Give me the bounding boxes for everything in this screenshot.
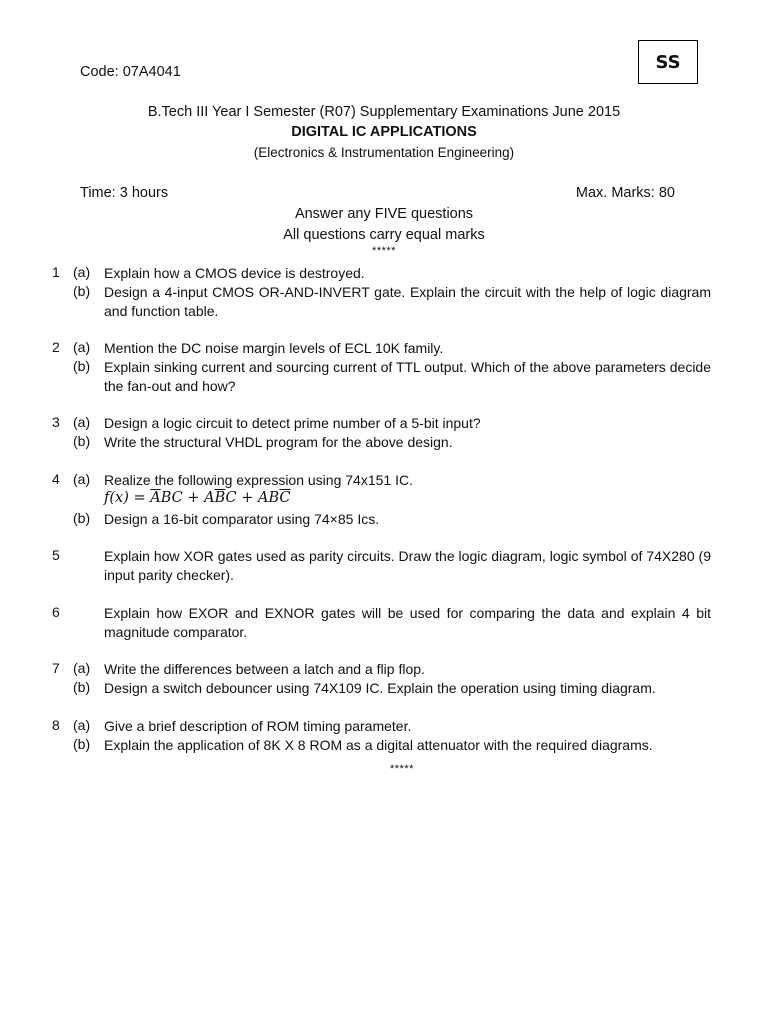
question-1b-text: Design a 4-input CMOS OR-AND-INVERT gate. Explain the circuit with the help of logic diagram and function table. bbox=[104, 284, 711, 319]
question-4a-text: Realize the following expression using 74x151 IC. bbox=[104, 472, 413, 488]
instruction-answer-five: Answer any FIVE questions bbox=[294, 206, 474, 222]
question-4b-label: (b) bbox=[73, 510, 91, 526]
question-8a-label: (a) bbox=[73, 717, 91, 733]
question-6-text: Explain how EXOR and EXNOR gates will be used for comparing the data and explain 4 bit magnitude comparator. bbox=[104, 605, 711, 640]
question-2b-text: Explain sinking current and sourcing current of TTL output. Which of the above parameters decide the fan-out and how? bbox=[104, 359, 711, 394]
question-8b-text: Explain the application of 8K X 8 ROM as a digital attenuator with the required diagrams. bbox=[104, 737, 653, 753]
question-1b-label: (b) bbox=[73, 283, 91, 299]
formula-term3-bar: $\overline{C}$ bbox=[279, 490, 291, 506]
boolean-expression bbox=[104, 490, 291, 506]
question-8a-text: Give a brief description of ROM timing parameter. bbox=[104, 718, 412, 734]
question-8-number: 8 bbox=[52, 717, 60, 733]
question-4a-label: (a) bbox=[73, 471, 91, 487]
formula-term2-rest: C + AB bbox=[225, 490, 280, 506]
set-label: SS bbox=[655, 51, 681, 73]
header-separator: ***** bbox=[372, 245, 396, 257]
question-5-text: Explain how XOR gates used as parity circuits. Draw the logic diagram, logic symbol of 74X280 (9 input parity checker). bbox=[104, 548, 711, 583]
branch-name: (Electronics & Instrumentation Engineering) bbox=[253, 145, 515, 160]
time-duration: Time: 3 hours bbox=[80, 185, 169, 201]
set-label-box bbox=[638, 40, 698, 84]
question-3b-text: Write the structural VHDL program for the above design. bbox=[104, 434, 453, 450]
formula-term2-a: A bbox=[204, 490, 215, 506]
subject-title: DIGITAL IC APPLICATIONS bbox=[291, 124, 477, 140]
question-7a-label: (a) bbox=[73, 660, 91, 676]
formula-term1-bar: $\overline{A}$ bbox=[150, 490, 161, 506]
question-7b-text: Design a switch debouncer using 74X109 IC. Explain the operation using timing diagram. bbox=[104, 680, 656, 696]
question-1a-text: Explain how a CMOS device is destroyed. bbox=[104, 265, 365, 281]
formula-term1-rest: BC + bbox=[160, 490, 205, 506]
formula-lhs: f(x) = bbox=[104, 490, 151, 506]
question-4-number: 4 bbox=[52, 471, 60, 487]
paper-code: Code: 07A4041 bbox=[80, 64, 181, 80]
question-2b-label: (b) bbox=[73, 358, 91, 374]
formula-term2-bar: $\overline{B}$ bbox=[214, 490, 226, 506]
question-1-number: 1 bbox=[52, 264, 60, 280]
max-marks: Max. Marks: 80 bbox=[575, 185, 675, 201]
question-8b-label: (b) bbox=[73, 736, 91, 752]
footer-separator: ***** bbox=[390, 763, 414, 775]
question-2a-label: (a) bbox=[73, 339, 91, 355]
question-2-number: 2 bbox=[52, 339, 60, 355]
question-7a-text: Write the differences between a latch and a flip flop. bbox=[104, 661, 425, 677]
question-3b-label: (b) bbox=[73, 433, 91, 449]
question-4b-text: Design a 16-bit comparator using 74×85 Ics. bbox=[104, 511, 380, 527]
question-6-number: 6 bbox=[52, 604, 60, 620]
question-2a-text: Mention the DC noise margin levels of ECL 10K family. bbox=[104, 340, 444, 356]
exam-title: B.Tech III Year I Semester (R07) Supplementary Examinations June 2015 bbox=[147, 104, 621, 120]
question-3a-label: (a) bbox=[73, 414, 91, 430]
question-3a-text: Design a logic circuit to detect prime number of a 5-bit input? bbox=[104, 415, 481, 431]
question-1a-label: (a) bbox=[73, 264, 91, 280]
question-5-number: 5 bbox=[52, 547, 60, 563]
instruction-equal-marks: All questions carry equal marks bbox=[283, 227, 485, 243]
question-7-number: 7 bbox=[52, 660, 60, 676]
question-3-number: 3 bbox=[52, 414, 60, 430]
question-7b-label: (b) bbox=[73, 679, 91, 695]
